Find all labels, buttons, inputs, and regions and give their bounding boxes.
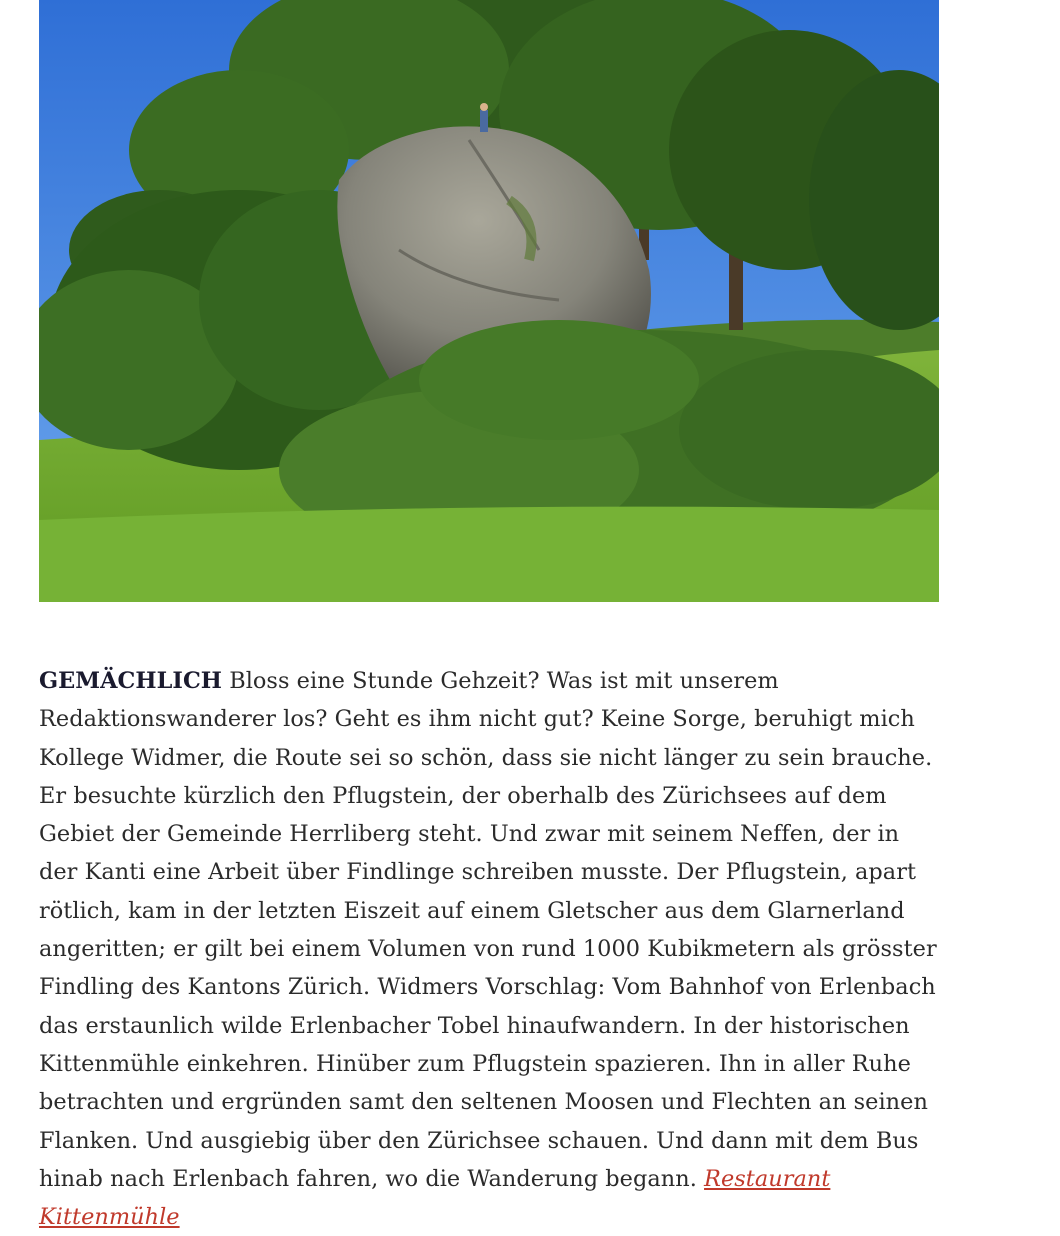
article-kicker: GEMÄCHLICH bbox=[39, 668, 223, 694]
restaurant-link[interactable]: Restaurant Kittenmühle bbox=[39, 1165, 831, 1231]
article-body: Bloss eine Stunde Gehzeit? Was ist mit unserem Redaktionswanderer los? Geht es ihm nicht gut? Keine Sorge, beruhigt mich Kollege Widmer, die Route sei so schön, dass sie nicht länger zu sein brauche. Er besuchte kürzlich den Pflugstein, der oberhalb des Zürichsees auf dem Gebiet der Gemeinde Herrliberg steht. Und zwar mit seinem Neffen, der in der Kanti eine Arbeit über Findlinge schreiben musste. Der Pflugstein, apart rötlich, kam in der letzten Eiszeit auf einem Gletscher aus dem Glarnerland angeritten; er gilt bei einem Volumen von rund 1000 Kubikmetern als grösster Findling des Kantons Zürich. Widmers Vorschlag: Vom Bahnhof von Erlenbach das erstaunlich wilde Erlenbacher Tobel hinaufwandern. In der historischen Kittenmühle einkehren. Hinüber zum Pflugstein spazieren. Ihn in aller Ruhe betrachten und ergründen samt den seltenen Moosen und Flechten an seinen Flanken. Und ausgiebig über den Zürichsee schauen. Und dann mit dem Bus hinab nach Erlenbach fahren, wo die Wanderung begann. bbox=[39, 668, 937, 1192]
boulder-photo-illustration bbox=[39, 0, 939, 602]
boulder-photo bbox=[39, 0, 939, 602]
article-paragraph bbox=[39, 662, 944, 1236]
article-text bbox=[39, 662, 944, 1236]
